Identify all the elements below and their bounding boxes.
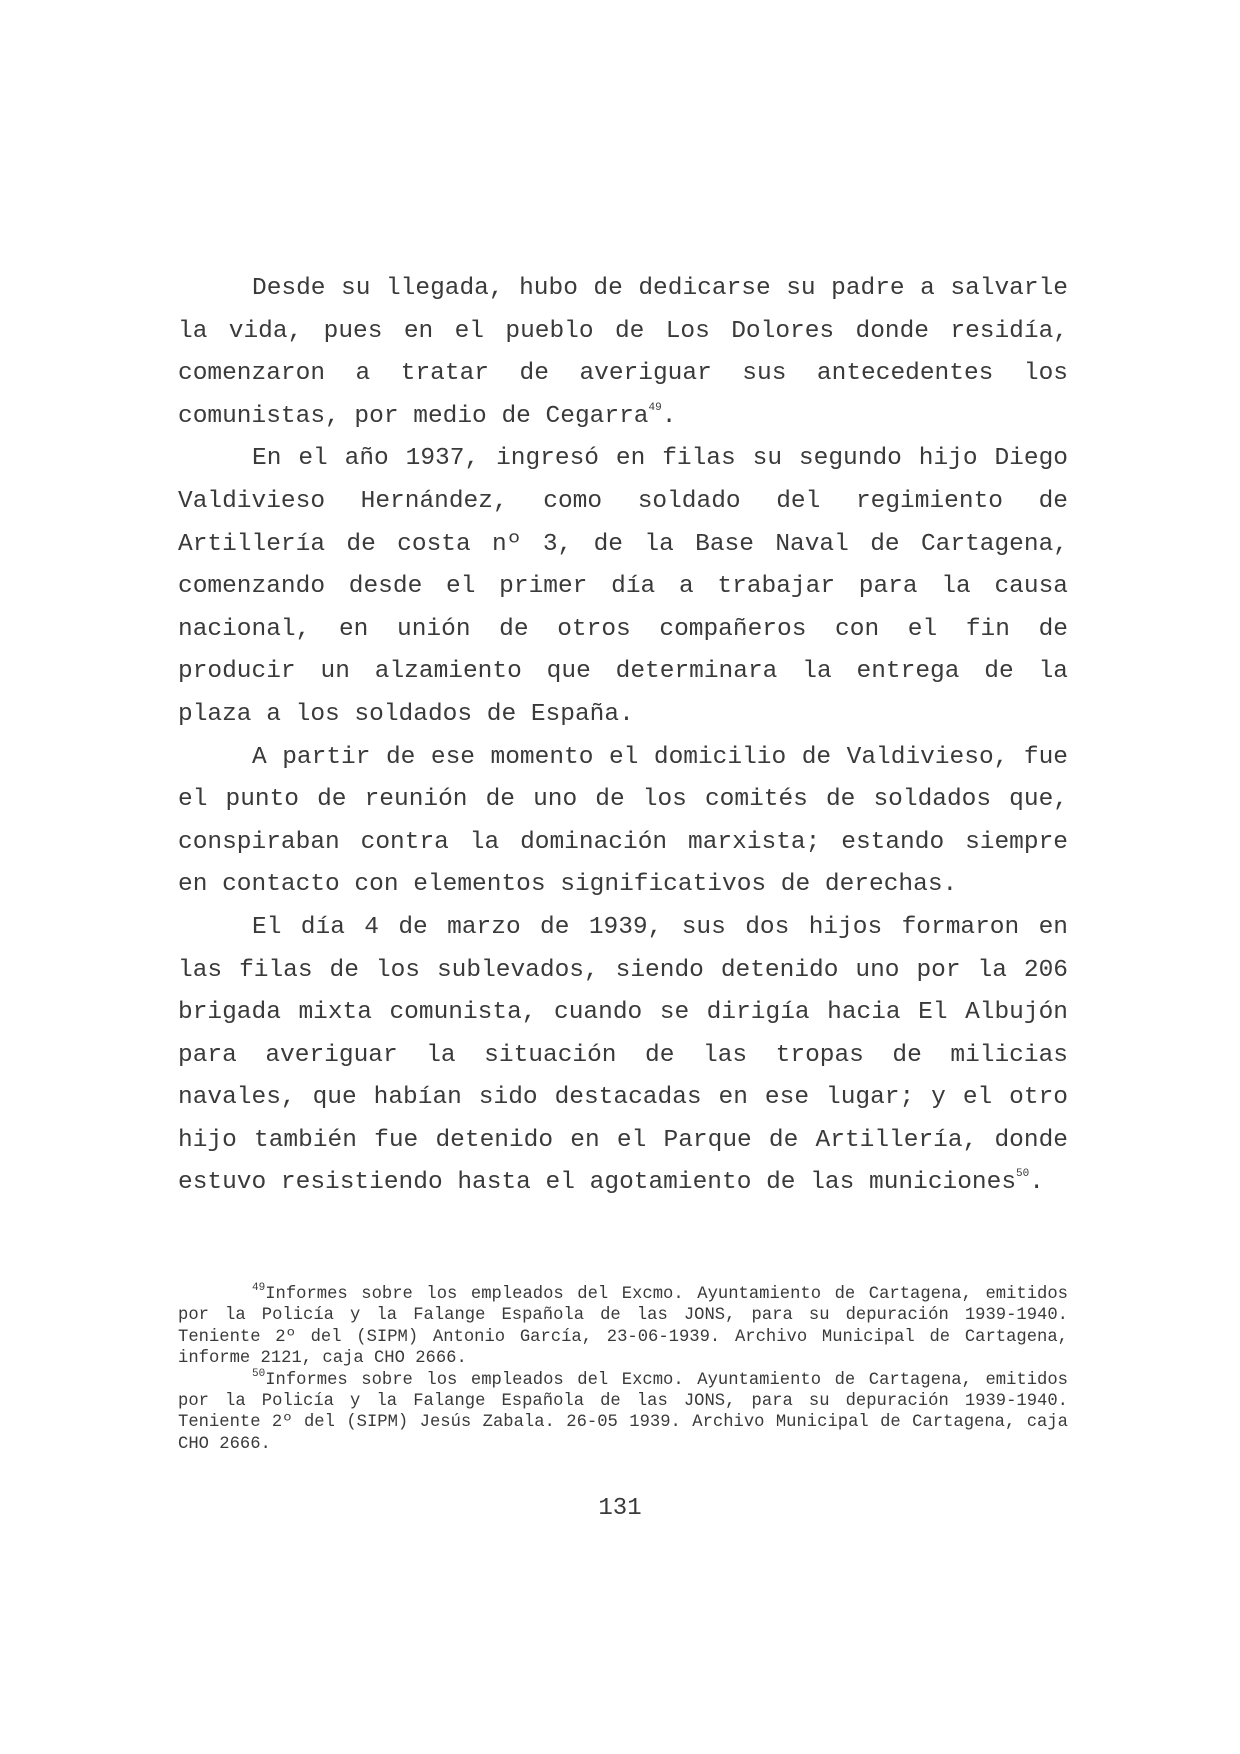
footnote-text: Informes sobre los empleados del Excmo. Ayuntamiento de Cartagena, emitidos por la Policía y la Falange Española de las JONS, para su depuración 1939-1940. Teniente 2º del (SIPM) Jesús Zabala. 26-05 1939. Archivo Municipal de Cartagena, caja CHO 2666. bbox=[178, 1370, 1068, 1454]
footnote bbox=[178, 1367, 1068, 1456]
footnote bbox=[178, 1284, 1068, 1370]
page-number: 131 bbox=[598, 1495, 642, 1522]
footnote-number: 50 bbox=[252, 1367, 266, 1380]
paragraph: A partir de ese momento el domicilio de Valdivieso, fue el punto de reunión de uno de los comités de soldados que, conspiraban contra la dominación marxista; estando siempre en contacto con elementos significativos de derechas. bbox=[178, 743, 1068, 899]
footnote-text: Informes sobre los empleados del Excmo. Ayuntamiento de Cartagena, emitidos por la Policía y la Falange Española de las JONS, para su depuración 1939-1940. Teniente 2º del (SIPM) Antonio García, 23-06-1939. Archivo Municipal de Cartagena, informe 2121, caja CHO 2666. bbox=[178, 1285, 1068, 1369]
footnote-reference[interactable]: 49 bbox=[648, 401, 662, 414]
footnote-number: 49 bbox=[252, 1282, 266, 1295]
paragraph: En el año 1937, ingresó en filas su segundo hijo Diego Valdivieso Hernández, como soldado del regimiento de Artillería de costa nº 3, de la Base Naval de Cartagena, comenzando desde el primer día a trabajar para la causa nacional, en unión de otros compañeros con el fin de producir un alzamiento que determinara la entrega de la plaza a los soldados de España. bbox=[178, 445, 1068, 728]
paragraph: Desde su llegada, hubo de dedicarse su padre a salvarle la vida, pues en el pueblo de Los Dolores donde residía, comenzaron a tratar de averiguar sus antecedentes los comunistas, por medio de Cegarra$^{49}$. bbox=[178, 275, 1068, 430]
footnote-reference[interactable]: 50 bbox=[1016, 1168, 1030, 1181]
paragraph: El día 4 de marzo de 1939, sus dos hijos formaron en las filas de los sublevados, siendo detenido uno por la 206 brigada mixta comunista, cuando se dirigía hacia El Albujón para averiguar la situación de las tropas de milicias navales, que habían sido destacadas en ese lugar; y el otro hijo también fue detenido en el Parque de Artillería, donde estuvo resistiendo hasta el agotamiento de las municiones$^{50}$. bbox=[178, 913, 1068, 1197]
footnotes bbox=[178, 1284, 1068, 1455]
body-text bbox=[178, 268, 1068, 1205]
